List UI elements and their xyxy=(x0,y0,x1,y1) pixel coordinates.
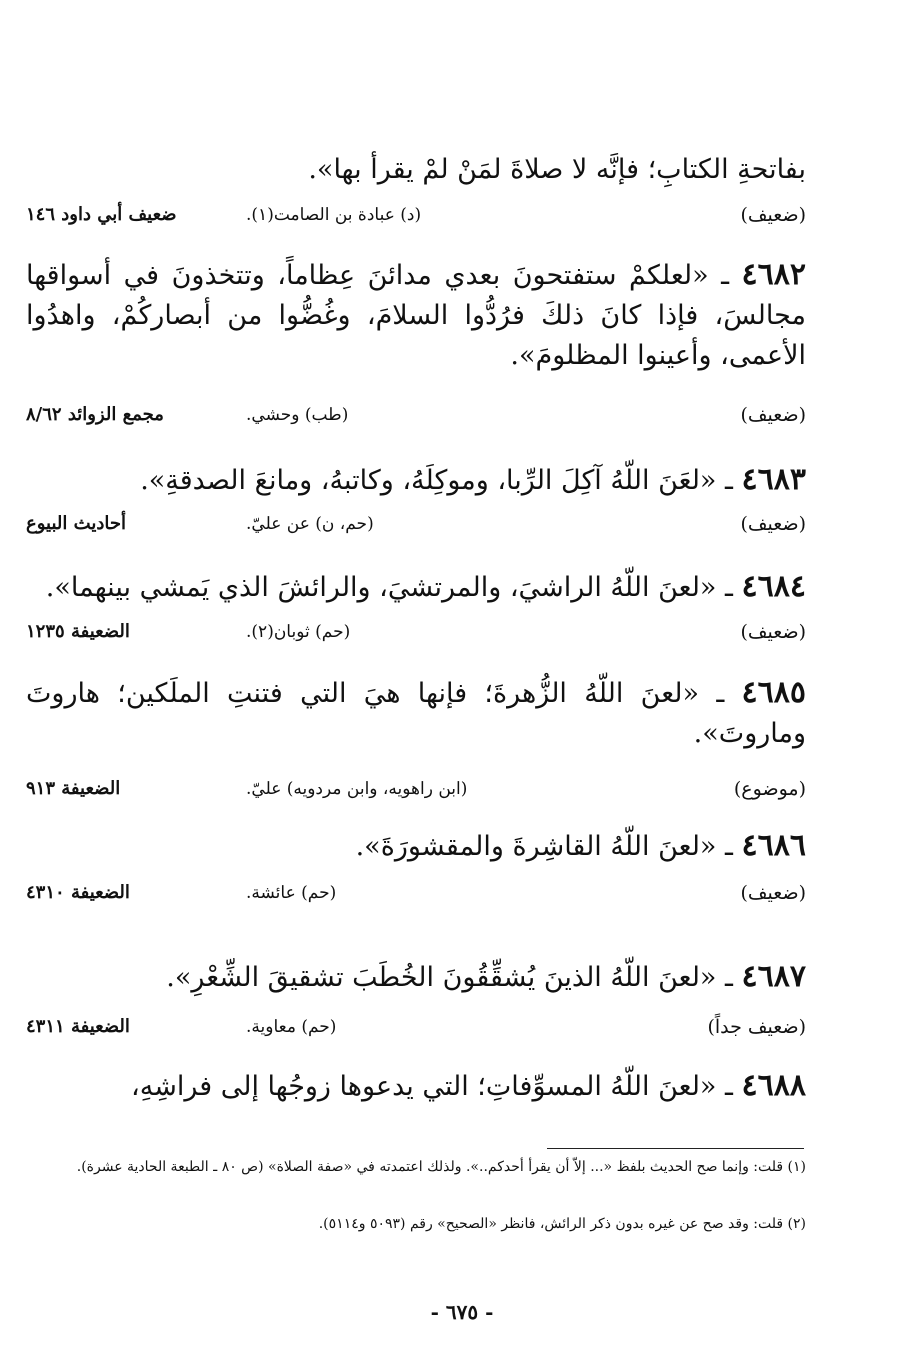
grade-label: (ضعيف) xyxy=(740,513,806,535)
source-line xyxy=(26,1010,806,1044)
grade-label: (ضعيف جداً) xyxy=(707,1016,806,1038)
hadith-text: «لعنَ اللّهُ الزُّهرةَ؛ فإنها هيَ التي فتنتِ الملَكين؛ هاروتَ وماروتَ». xyxy=(26,678,806,749)
hadith-text: «لعنَ اللّهُ القاشِرةَ والمقشورَةَ». xyxy=(355,831,717,862)
source-reference: (د) عبادة بن الصامت(١). xyxy=(246,205,422,225)
source-reference: (حم) معاوية. xyxy=(246,1017,337,1037)
hadith-number: ٤٦٨٤ xyxy=(741,569,806,604)
book-reference: الضعيفة ١٢٣٥ xyxy=(26,621,130,642)
hadith-text: «لعنَ اللّهُ الراشيَ، والمرتشيَ، والرائشَ الذي يَمشي بينهما». xyxy=(45,572,717,603)
carryover-source-line xyxy=(26,198,806,232)
source-reference: (ابن راهويه، وابن مردويه) عليّ. xyxy=(246,779,468,799)
hadith-text: «لعَنَ اللّهُ آكِلَ الرِّبا، وموكِلَهُ، وكاتبهُ، ومانعَ الصدقةِ». xyxy=(140,465,717,496)
grade-label: (موضوع) xyxy=(733,778,806,800)
carryover-text: بفاتحةِ الكتابِ؛ فإنَّه لا صلاةَ لمَنْ لمْ يقرأ بها». xyxy=(308,154,806,185)
hadith-text: «لعلكمْ ستفتحونَ بعدي مدائنَ عِظاماً، وتتخذونَ في أسواقها مجالسَ، فإذا كانَ ذلكَ فرُدُّوا السلامَ، وغُضُّوا من أبصاركُمْ، واهدُوا الأعمى، وأعينوا المظلومَ». xyxy=(26,260,806,371)
footnote-divider xyxy=(547,1148,804,1149)
source-line xyxy=(26,876,806,910)
source-reference: (حم) ثوبان(٢). xyxy=(246,622,351,642)
grade-label: (ضعيف) xyxy=(740,404,806,426)
source-reference: (حم) عائشة. xyxy=(246,883,337,903)
hadith-number: ٤٦٨٧ xyxy=(741,959,806,994)
source-line xyxy=(26,772,806,806)
hadith-number: ٤٦٨٣ xyxy=(741,462,806,497)
book-reference: الضعيفة ٤٣١١ xyxy=(26,1016,130,1037)
page-number: - ٦٧٥ - xyxy=(430,1300,494,1324)
book-reference: الضعيفة ٤٣١٠ xyxy=(26,882,130,903)
book-reference: ضعيف أبي داود ١٤٦ xyxy=(26,204,177,225)
source-reference: (طب) وحشي. xyxy=(246,405,349,425)
source-reference: (حم، ن) عن عليّ. xyxy=(246,514,374,534)
hadith-number: ٤٦٨٨ xyxy=(741,1068,806,1103)
hadith-number: ٤٦٨٥ xyxy=(741,675,806,710)
hadith-number: ٤٦٨٢ xyxy=(741,257,806,292)
book-reference: الضعيفة ٩١٣ xyxy=(26,778,121,799)
source-line xyxy=(26,615,806,649)
hadith-entry: ٤٦٨٤ ـ «لعنَ اللّهُ الراشيَ، والمرتشيَ، والرائشَ الذي يَمشي بينهما». xyxy=(45,569,806,604)
book-reference: مجمع الزوائد ٨/٦٢ xyxy=(26,404,164,425)
footnote: (١) قلت: وإنما صح الحديث بلفظ «... إلاّ أن يقرأ أحدكم..». ولذلك اعتمدته في «صفة الصلاة» (ص ٨٠ ـ الطبعة الحادية عشرة). xyxy=(76,1159,806,1175)
hadith-entry: ٤٦٨٥ ـ «لعنَ اللّهُ الزُّهرةَ؛ فإنها هيَ التي فتنتِ الملَكين؛ هاروتَ وماروتَ». xyxy=(26,675,806,749)
footnote: (٢) قلت: وقد صح عن غيره بدون ذكر الرائش، فانظر «الصحيح» رقم (٥٠٩٣ و٥١١٤). xyxy=(318,1216,806,1232)
grade-label: (ضعيف) xyxy=(740,204,806,226)
book-reference: أحاديث البيوع xyxy=(26,513,126,534)
source-line xyxy=(26,398,806,432)
source-line xyxy=(26,507,806,541)
hadith-entry: ٤٦٨٧ ـ «لعنَ اللّهُ الذينَ يُشقِّقُونَ الخُطَبَ تشقيقَ الشِّعْرِ». xyxy=(166,959,806,994)
hadith-entry: ٤٦٨٨ ـ «لعنَ اللّهُ المسوِّفاتِ؛ التي يدعوها زوجُها إلى فراشِهِ، xyxy=(131,1068,806,1103)
hadith-text: «لعنَ اللّهُ المسوِّفاتِ؛ التي يدعوها زوجُها إلى فراشِهِ، xyxy=(131,1071,717,1102)
hadith-number: ٤٦٨٦ xyxy=(741,828,806,863)
hadith-text: «لعنَ اللّهُ الذينَ يُشقِّقُونَ الخُطَبَ تشقيقَ الشِّعْرِ». xyxy=(166,962,717,993)
grade-label: (ضعيف) xyxy=(740,621,806,643)
hadith-entry: ٤٦٨٦ ـ «لعنَ اللّهُ القاشِرةَ والمقشورَةَ». xyxy=(355,828,806,863)
hadith-entry: ٤٦٨٣ ـ «لعَنَ اللّهُ آكِلَ الرِّبا، وموكِلَهُ، وكاتبهُ، ومانعَ الصدقةِ». xyxy=(140,462,806,497)
grade-label: (ضعيف) xyxy=(740,882,806,904)
hadith-entry: ٤٦٨٢ ـ «لعلكمْ ستفتحونَ بعدي مدائنَ عِظاماً، وتتخذونَ في أسواقها مجالسَ، فإذا كانَ ذلكَ فرُدُّوا السلامَ، وغُضُّوا من أبصاركُمْ، واهدُوا الأعمى، وأعينوا المظلومَ». xyxy=(26,257,806,371)
